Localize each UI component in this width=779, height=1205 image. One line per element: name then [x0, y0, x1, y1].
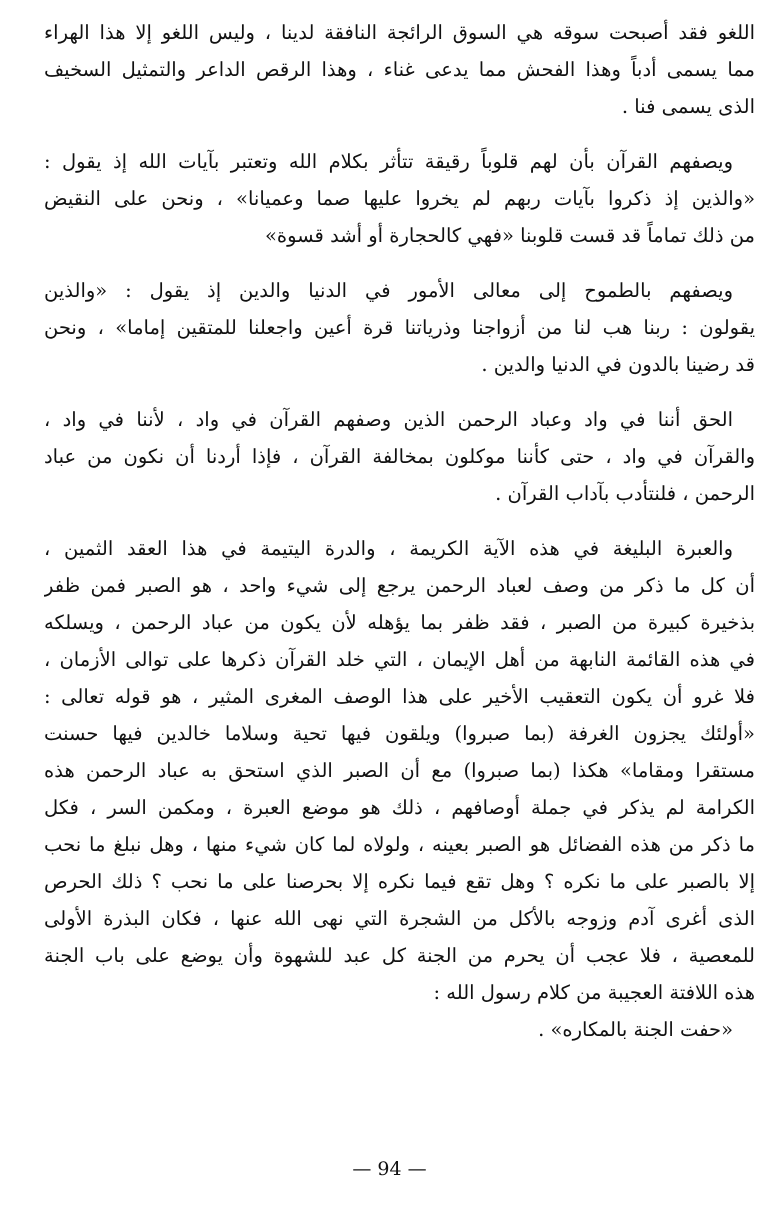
text-line: بذخيرة كبيرة من الصبر ، فقد ظفر بما يؤهله لأن يكون من عباد الرحمن ، ويسلكه	[44, 611, 755, 634]
text-line: قد رضينا بالدون في الدنيا والدين .	[481, 353, 755, 376]
paragraph-4	[44, 401, 755, 512]
text-line: الرحمن ، فلنتأدب بآداب القرآن .	[495, 482, 755, 505]
text-line: والعبرة البليغة في هذه الآية الكريمة ، والدرة اليتيمة في هذا العقد الثمين ،	[44, 537, 733, 560]
text-line: من ذلك تماماً قد قست قلوبنا «فهي كالحجارة أو أشد قسوة»	[264, 224, 755, 247]
text-line: في هذه القائمة النابهة من أهل الإيمان ، التي خلد القرآن ذكرها على توالى الأزمان ،	[44, 648, 755, 671]
text-line: اللغو فقد أصبحت سوقه هي السوق الرائجة النافقة لدينا ، وليس اللغو إلا هذا الهراء	[44, 21, 755, 44]
page-number: — 94 —	[352, 1158, 427, 1180]
paragraph-6-hadith	[44, 1011, 755, 1048]
paragraph-3	[44, 272, 755, 383]
text-line: أن كل ما ذكر من وصف لعباد الرحمن يرجع إلى شيء واحد ، هو الصبر فمن ظفر	[44, 574, 755, 597]
text-line: الذى يسمى فنا .	[621, 95, 755, 118]
text-line: «أولئك يجزون الغرفة (بما صبروا) ويلقون فيها تحية وسلاما خالدين فيها حسنت	[44, 722, 755, 745]
text-line: «حفت الجنة بالمكاره» .	[538, 1018, 733, 1041]
paragraph-2	[44, 143, 755, 254]
text-line: «والذين إذ ذكروا بآيات ربهم لم يخروا عليها صما وعميانا» ، ونحن على النقيض	[44, 187, 755, 210]
text-line: الذى أغرى آدم وزوجه بالأكل من الشجرة التي نهى الله عنها ، فكان البذرة الأولى	[44, 907, 755, 930]
paragraph-1	[44, 14, 755, 125]
text-line: مما يسمى أدباً وهذا الفحش مما يدعى غناء ، وهذا الرقص الداعر والتمثيل السخيف	[44, 58, 755, 81]
paragraph-5	[44, 530, 755, 1011]
page-body	[44, 14, 755, 1048]
text-line: الحق أننا في واد وعباد الرحمن الذين وصفهم القرآن في واد ، لأننا في واد ،	[44, 408, 733, 431]
text-line: الكرامة لم يذكر في جملة أوصافهم ، ذلك هو موضع العبرة ، ومكمن السر ، فكل	[44, 796, 755, 819]
text-line: للمعصية ، فلا عجب أن يحرم من الجنة كل عبد للشهوة وأن يوضع على باب الجنة	[44, 944, 755, 967]
text-line: إلا بالصبر على ما نكره ؟ وهل تقع فيما نكره إلا بحرصنا على ما نحب ؟ ذلك الحرص	[44, 870, 755, 893]
text-line: هذه اللافتة العجيبة من كلام رسول الله :	[433, 981, 755, 1004]
text-line: يقولون : ربنا هب لنا من أزواجنا وذرياتنا قرة أعين واجعلنا للمتقين إماما» ، ونحن	[44, 316, 755, 339]
text-line: ويصفهم القرآن بأن لهم قلوباً رقيقة تتأثر بكلام الله وتعتبر بآيات الله إذ يقول :	[44, 150, 733, 173]
text-line: ويصفهم بالطموح إلى معالى الأمور في الدنيا والدين إذ يقول : «والذين	[44, 279, 733, 302]
text-line: فلا غرو أن يكون التعقيب الأخير على هذا الوصف المغرى المثير ، هو قوله تعالى :	[44, 685, 755, 708]
text-line: ما ذكر من هذه الفضائل هو الصبر بعينه ، ولولاه لما كان شيء منها ، وهل نبلغ ما نحب	[44, 833, 755, 856]
text-line: مستقرا ومقاما» هكذا (بما صبروا) مع أن الصبر الذي استحق به عباد الرحمن هذه	[44, 759, 755, 782]
text-line: والقرآن في واد ، حتى كأننا موكلون بمخالفة القرآن ، فإذا أردنا أن نكون من عباد	[44, 445, 755, 468]
